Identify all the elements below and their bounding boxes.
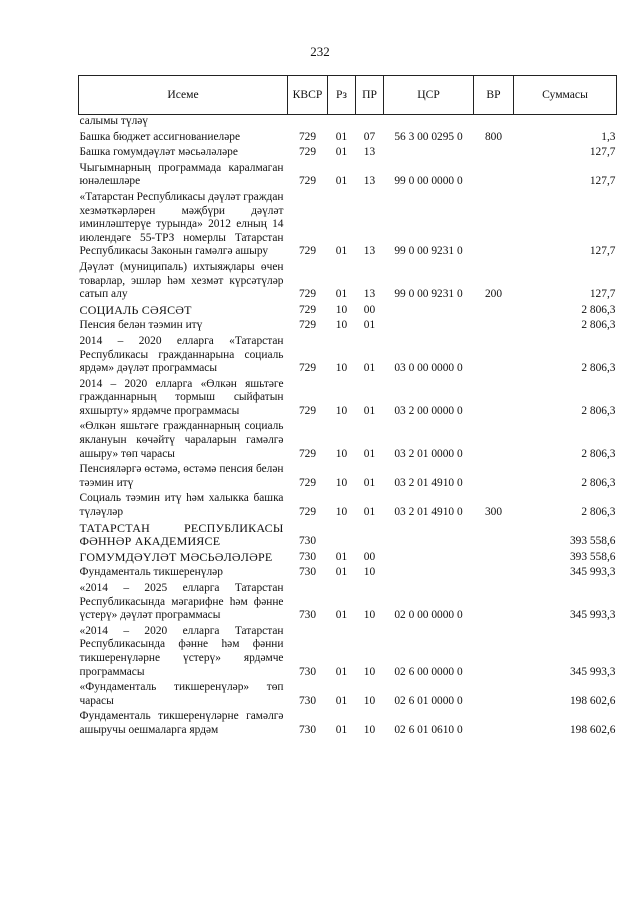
cell-pr: 10 [363, 665, 376, 678]
cell-kvsr: 730 [298, 723, 317, 736]
cell-csr [384, 304, 474, 320]
table-row [79, 492, 617, 521]
cell-kvsr: 729 [298, 175, 317, 188]
cell-name: «2014 – 2025 елларга Татарстан Республикасында мәгарифне һәм фәнне үстерү» дәүләт программасы [79, 582, 284, 622]
cell-pr [356, 522, 384, 551]
table-row [79, 710, 617, 739]
cell-pr: 01 [363, 506, 376, 519]
cell-rz: 10 [335, 319, 348, 332]
cell-vr: 200 [484, 288, 503, 301]
header-csr: ЦСР [384, 76, 474, 115]
cell-kvsr: 729 [298, 146, 317, 159]
cell-vr [474, 625, 514, 681]
cell-name: «2014 – 2020 елларга Татарстан Республикасында фәнне һәм фәнни тикшеренүләрне үстерү» ярдәмче программасы [79, 624, 284, 678]
cell-kvsr: 729 [298, 447, 317, 460]
cell-vr [474, 582, 514, 625]
table-row [79, 378, 617, 421]
cell-sum: 198 602,6 [569, 723, 616, 736]
cell-vr [474, 522, 514, 551]
cell-csr: 56 3 00 0295 0 [394, 130, 463, 143]
cell-rz: 01 [335, 665, 348, 678]
cell-pr: 10 [363, 694, 376, 707]
cell-kvsr: 729 [298, 245, 317, 258]
cell-sum: 345 993,3 [569, 609, 616, 622]
cell-rz: 01 [335, 550, 348, 563]
cell-name: 2014 – 2020 елларга «Өлкән яшьтәге гражданнарның тормыш сыйфатын яхшырту» ярдәмче программасы [79, 377, 284, 417]
cell-sum: 393 558,6 [569, 550, 616, 563]
cell-sum [514, 115, 617, 131]
table-row [79, 625, 617, 681]
cell-rz: 10 [335, 506, 348, 519]
cell-rz: 01 [335, 130, 348, 143]
cell-name: СОЦИАЛЬ СӘЯСӘТ [79, 302, 192, 317]
cell-kvsr: 729 [298, 288, 317, 301]
cell-csr: 02 6 01 0610 0 [394, 723, 463, 736]
table-row [79, 319, 617, 335]
cell-name: Фундаменталь тикшеренүләрне гамәлгә ашыручы оешмаларга ярдәм [79, 710, 284, 736]
cell-kvsr: 730 [298, 535, 317, 548]
cell-csr: 99 0 00 9231 0 [394, 288, 463, 301]
cell-vr [474, 463, 514, 492]
table-body [79, 115, 617, 740]
cell-csr: 02 0 00 0000 0 [394, 609, 463, 622]
cell-csr [384, 566, 474, 582]
cell-pr: 07 [363, 130, 376, 143]
cell-name: Пенсия белән тәэмин итү [79, 319, 203, 332]
cell-kvsr: 730 [298, 665, 317, 678]
cell-sum: 2 806,3 [581, 506, 616, 519]
cell-kvsr: 729 [298, 506, 317, 519]
table-header-row [79, 76, 617, 115]
cell-name: Башка гомумдәүләт мәсьәләләре [79, 146, 238, 159]
cell-rz: 01 [335, 288, 348, 301]
cell-rz: 01 [335, 146, 348, 159]
cell-csr: 03 2 00 0000 0 [394, 404, 463, 417]
cell-name: ГОМУМДӘҮЛӘТ МӘСЬӘЛӘЛӘРЕ [79, 549, 273, 564]
cell-sum: 127,7 [589, 245, 616, 258]
cell-pr: 01 [363, 404, 376, 417]
cell-vr [474, 146, 514, 162]
cell-sum: 2 806,3 [581, 362, 616, 375]
cell-vr: 300 [484, 506, 503, 519]
cell-rz: 10 [335, 404, 348, 417]
cell-vr [474, 710, 514, 739]
cell-kvsr: 730 [298, 550, 317, 563]
header-pr: ПР [356, 76, 384, 115]
cell-rz: 01 [335, 245, 348, 258]
cell-name: ТАТАРСТАН РЕСПУБЛИКАСЫ ФӘННӘР АКАДЕМИЯСЕ [79, 520, 284, 549]
cell-vr [474, 335, 514, 378]
cell-kvsr: 729 [298, 404, 317, 417]
table-row [79, 335, 617, 378]
cell-kvsr [288, 115, 328, 131]
cell-csr: 02 6 01 0000 0 [394, 694, 463, 707]
header-rz: Рз [328, 76, 356, 115]
cell-pr: 10 [363, 723, 376, 736]
cell-rz: 10 [335, 476, 348, 489]
cell-name: Чыгымнарның программада каралмаган юнәлешләре [79, 161, 284, 188]
cell-kvsr: 729 [298, 476, 317, 489]
cell-name: салымы түләү [79, 115, 149, 127]
cell-csr [384, 551, 474, 567]
header-kvsr: КВСР [288, 76, 328, 115]
cell-csr: 99 0 00 0000 0 [394, 175, 463, 188]
cell-sum: 2 806,3 [581, 476, 616, 489]
cell-sum: 2 806,3 [581, 303, 616, 316]
cell-pr: 13 [363, 288, 376, 301]
cell-vr [474, 319, 514, 335]
cell-kvsr: 730 [298, 694, 317, 707]
table-row [79, 463, 617, 492]
cell-sum: 2 806,3 [581, 404, 616, 417]
cell-rz: 01 [335, 694, 348, 707]
cell-pr: 10 [363, 566, 376, 579]
cell-sum: 1,3 [601, 130, 616, 143]
cell-sum: 345 993,3 [569, 566, 616, 579]
cell-rz: 01 [335, 175, 348, 188]
cell-kvsr: 729 [298, 319, 317, 332]
cell-vr [474, 115, 514, 131]
cell-name: Дәүләт (муниципаль) ихтыяҗлары өчен товарлар, эшләр һәм хезмәт күрсәтүләр сатып алу [79, 260, 284, 301]
cell-name: «Фундаменталь тикшеренүләр» төп чарасы [79, 681, 284, 707]
cell-csr [384, 146, 474, 162]
cell-sum: 127,7 [589, 288, 616, 301]
cell-csr: 99 0 00 9231 0 [394, 245, 463, 258]
table-row [79, 261, 617, 304]
table-row [79, 115, 617, 131]
cell-kvsr: 730 [298, 566, 317, 579]
cell-vr [474, 378, 514, 421]
cell-rz: 10 [335, 362, 348, 375]
cell-pr: 10 [363, 609, 376, 622]
table-row [79, 582, 617, 625]
cell-name: Социаль тәэмин итү һәм халыкка башка түләүләр [79, 492, 284, 519]
table-row [79, 162, 617, 191]
cell-pr: 01 [363, 447, 376, 460]
cell-pr [356, 115, 384, 131]
table-row [79, 131, 617, 147]
cell-rz [328, 115, 356, 131]
table-row [79, 551, 617, 567]
cell-csr [384, 115, 474, 131]
cell-sum: 127,7 [589, 175, 616, 188]
cell-kvsr: 729 [298, 362, 317, 375]
table-row [79, 566, 617, 582]
cell-pr: 13 [363, 245, 376, 258]
cell-csr [384, 319, 474, 335]
header-sum: Суммасы [514, 76, 617, 115]
cell-rz: 10 [335, 447, 348, 460]
cell-pr: 01 [363, 476, 376, 489]
cell-rz: 01 [335, 566, 348, 579]
cell-vr [474, 551, 514, 567]
cell-csr: 03 2 01 4910 0 [394, 476, 463, 489]
cell-vr [474, 304, 514, 320]
cell-rz: 01 [335, 609, 348, 622]
header-vr: ВР [474, 76, 514, 115]
cell-vr [474, 420, 514, 463]
cell-csr: 03 2 01 4910 0 [394, 506, 463, 519]
page-number: 232 [310, 44, 330, 59]
cell-rz: 01 [335, 723, 348, 736]
cell-rz [328, 522, 356, 551]
cell-pr: 00 [363, 303, 376, 316]
table-row [79, 522, 617, 551]
header-name: Исеме [79, 76, 288, 115]
cell-pr: 13 [363, 175, 376, 188]
cell-name: Башка бюджет ассигнованиеләре [79, 130, 241, 143]
cell-pr: 01 [363, 319, 376, 332]
cell-pr: 13 [363, 146, 376, 159]
cell-kvsr: 729 [298, 303, 317, 316]
cell-name: «Өлкән яшьтәге гражданнарның социаль яклануын көчәйтү чараларын гамәлгә ашыру» төп чарасы [79, 420, 284, 460]
cell-sum: 127,7 [589, 146, 616, 159]
table-row [79, 681, 617, 710]
cell-name: Фундаменталь тикшеренүләр [79, 566, 223, 579]
cell-csr: 02 6 00 0000 0 [394, 665, 463, 678]
cell-kvsr: 730 [298, 609, 317, 622]
cell-sum: 2 806,3 [581, 447, 616, 460]
cell-csr: 03 0 00 0000 0 [394, 362, 463, 375]
cell-csr: 03 2 01 0000 0 [394, 447, 463, 460]
table-row [79, 191, 617, 261]
cell-sum: 2 806,3 [581, 319, 616, 332]
budget-table [78, 75, 617, 740]
cell-vr [474, 566, 514, 582]
cell-sum: 198 602,6 [569, 694, 616, 707]
cell-kvsr: 729 [298, 130, 317, 143]
cell-sum: 345 993,3 [569, 665, 616, 678]
cell-sum: 393 558,6 [569, 535, 616, 548]
cell-pr: 00 [363, 550, 376, 563]
cell-name: Пенсияләргә өстәмә, өстәмә пенсия белән тәэмин итү [79, 463, 284, 489]
cell-name: «Татарстан Республикасы дәүләт граждан хезмәткәрләрен мәҗбүри дәүләт иминләштерүе турында» 2012 елның 14 июлендәге 55-ТРЗ номерлы Татарстан Республикасы Законын гамәлгә ашыру [79, 190, 284, 258]
cell-vr [474, 162, 514, 191]
cell-csr [384, 522, 474, 551]
cell-pr: 01 [363, 362, 376, 375]
cell-vr [474, 191, 514, 261]
cell-rz: 10 [335, 303, 348, 316]
table-row [79, 420, 617, 463]
cell-name: 2014 – 2020 елларга «Татарстан Республикасы гражданнарына социаль ярдәм» дәүләт программасы [79, 334, 284, 375]
cell-vr [474, 681, 514, 710]
cell-vr: 800 [484, 130, 503, 143]
table-row [79, 304, 617, 320]
table-row [79, 146, 617, 162]
